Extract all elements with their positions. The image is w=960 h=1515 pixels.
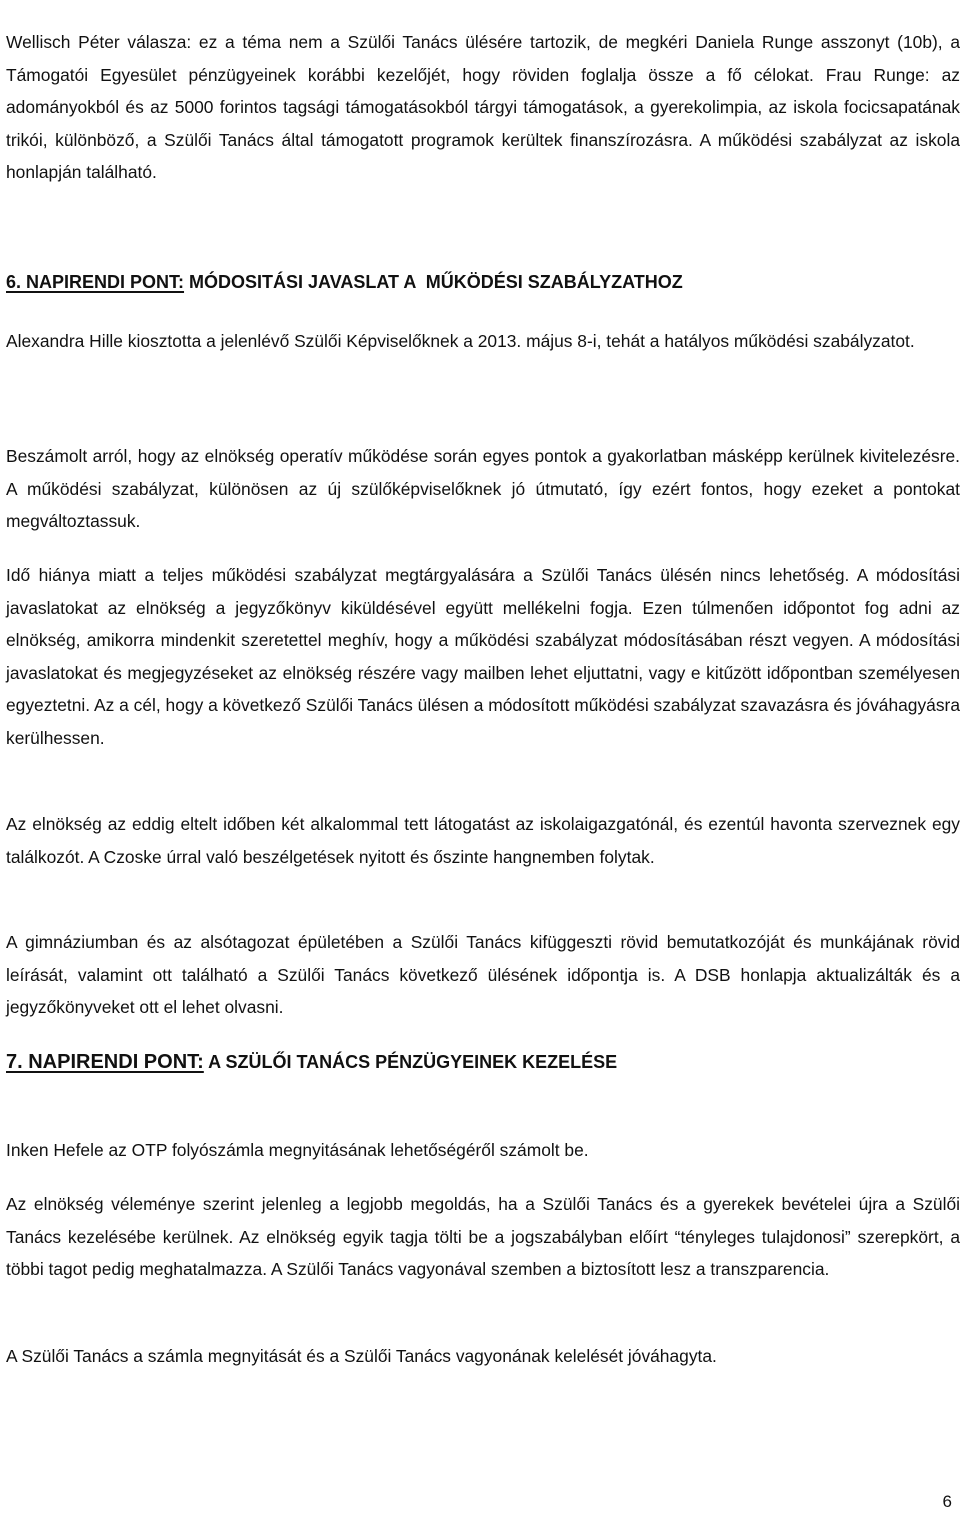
agenda-heading-6-number: 6. NAPIRENDI PONT:	[6, 272, 185, 292]
paragraph-6b: Beszámolt arról, hogy az elnökség operatív működése során egyes pontok a gyakorlatban másképp kerülnek kivitelezésre. A működési szabályzat, különösen az új szülőképviselőknek jó útmutató, így ezért fontos, hogy ezeket a pontokat megváltoztassuk.	[6, 446, 960, 531]
page-number: 6	[942, 1492, 952, 1511]
agenda-heading-7-title: A SZÜLŐI TANÁCS PÉNZÜGYEINEK KEZELÉSE	[208, 1052, 618, 1072]
agenda-heading-7	[6, 1048, 617, 1076]
paragraph-intro: Wellisch Péter válasza: ez a téma nem a Szülői Tanács ülésére tartozik, de megkéri Daniela Runge asszonyt (10b), a Támogatói Egyesület pénzügyeinek korábbi kezelőjét, hogy röviden foglalja össze a fő célokat. Frau Runge: az adományokból és az 5000 forintos tagsági támogatásokból tárgyi támogatások, a gyerekolimpia, az iskola focicsapatának trikói, különböző, a Szülői Tanács által támogatott programok kerültek finanszírozásra. A működési szabályzat az iskola honlapján található.	[6, 32, 960, 182]
agenda-heading-7-number: 7. NAPIRENDI PONT:	[6, 1051, 204, 1073]
paragraph-6d: Az elnökség az eddig eltelt időben két alkalommal tett látogatást az iskolaigazgatónál, és ezentúl havonta szerveznek egy találkozót. A Czoske úrral való beszélgetések nyitott és őszinte hangnemben folytak.	[6, 814, 960, 867]
paragraph-7a: Inken Hefele az OTP folyószámla megnyitásának lehetőségéről számolt be.	[6, 1140, 589, 1160]
paragraph-7c: A Szülői Tanács a számla megnyitását és a Szülői Tanács vagyonának kelelését jóváhagyta.	[6, 1346, 717, 1366]
agenda-heading-6-title: MÓDOSITÁSI JAVASLAT A MŰKÖDÉSI SZABÁLYZATHOZ	[189, 272, 683, 292]
paragraph-6e: A gimnáziumban és az alsótagozat épületében a Szülői Tanács kifüggeszti rövid bemutatkozóját és munkájának rövid leírását, valamint ott található a Szülői Tanács következő ülésének időpontja is. A DSB honlapja aktualizálták és a jegyzőkönyveket ott el lehet olvasni.	[6, 932, 960, 1017]
paragraph-6c: Idő hiánya miatt a teljes működési szabályzat megtárgyalására a Szülői Tanács ülésén nincs lehetőség. A módosítási javaslatokat az elnökség a jegyzőkönyv kiküldésével együtt mellékelni fogja. Ezen túlmenően időpontot fog adni az elnökség, amikorra mindenkit szeretettel meghív, hogy a működési szabályzat módosításában részt vegyen. A módosítási javaslatokat és megjegyzéseket az elnökség részére vagy mailben lehet eljuttatni, vagy e kitűzött időpontban személyesen egyeztetni. Az a cél, hogy a következő Szülői Tanács ülésen a módosított működési szabályzat szavazásra és jóváhagyásra kerülhessen.	[6, 565, 960, 748]
paragraph-6a: Alexandra Hille kiosztotta a jelenlévő Szülői Képviselőknek a 2013. május 8-i, tehát a hatályos működési szabályzatot.	[6, 331, 915, 351]
agenda-heading-6	[6, 268, 683, 296]
paragraph-7b: Az elnökség véleménye szerint jelenleg a legjobb megoldás, ha a Szülői Tanács és a gyerekek bevételei újra a Szülői Tanács kezelésébe kerülnek. Az elnökség egyik tagja tölti be a jogszabályban előírt “tényleges tulajdonosi” szerepkört, a többi tagot pedig meghatalmazza. A Szülői Tanács vagyonával szemben a biztosított lesz a transzparencia.	[6, 1194, 960, 1279]
